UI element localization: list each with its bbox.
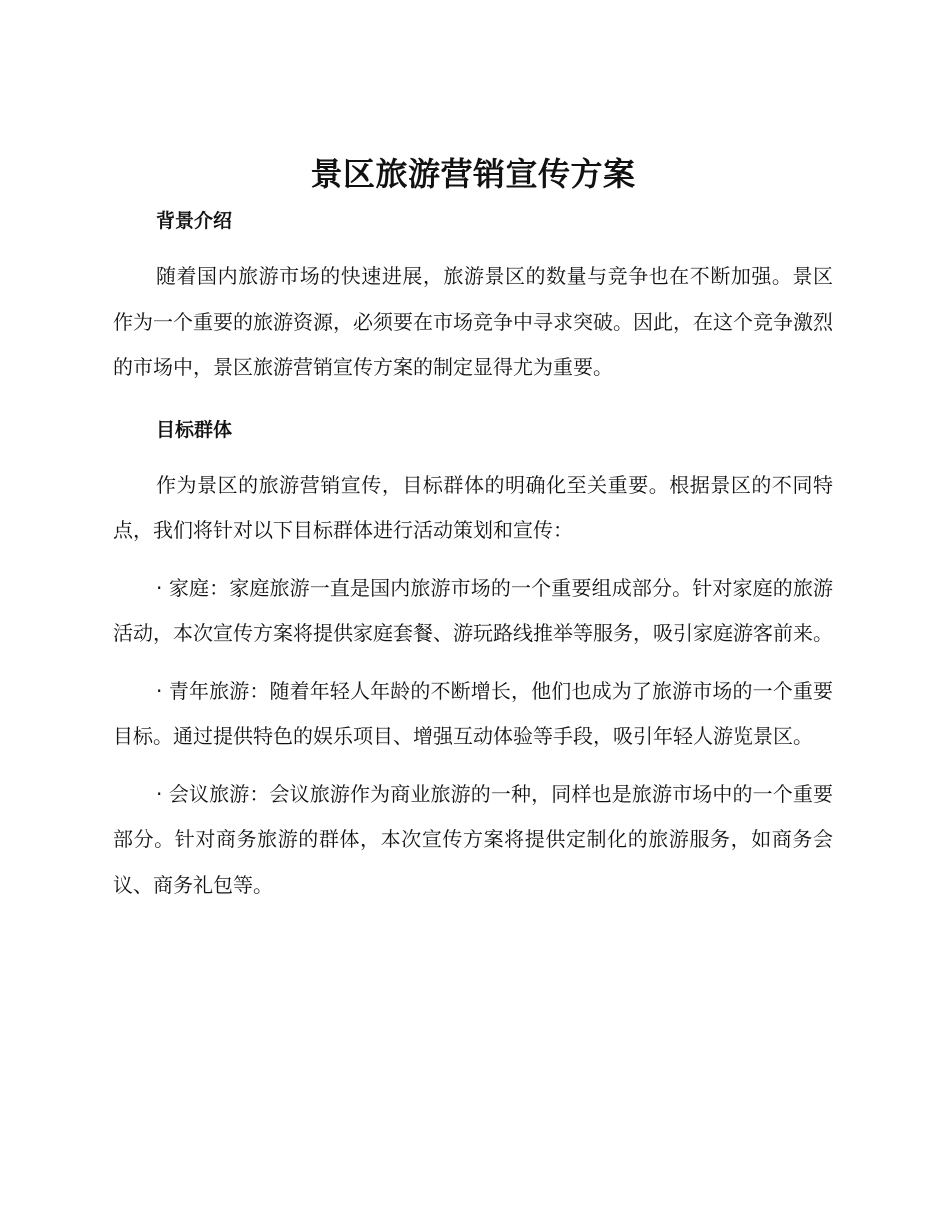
list-item-youth: · 青年旅游：随着年轻人年龄的不断增长，他们也成为了旅游市场的一个重要目标。通过提供特色的娱乐项目、增强互动体验等手段，吸引年轻人游览景区。 bbox=[113, 678, 833, 748]
document-page bbox=[113, 148, 833, 908]
paragraph-background: 随着国内旅游市场的快速进展，旅游景区的数量与竞争也在不断加强。景区作为一个重要的旅游资源，必须要在市场竞争中寻求突破。因此，在这个竞争激烈的市场中，景区旅游营销宣传方案的制定显得尤为重要。 bbox=[113, 264, 833, 379]
list-item-conference: · 会议旅游：会议旅游作为商业旅游的一种，同样也是旅游市场中的一个重要部分。针对商务旅游的群体，本次宣传方案将提供定制化的旅游服务，如商务会议、商务礼包等。 bbox=[113, 781, 833, 897]
list-item-family: · 家庭：家庭旅游一直是国内旅游市场的一个重要组成部分。针对家庭的旅游活动，本次宣传方案将提供家庭套餐、游玩路线推举等服务，吸引家庭游客前来。 bbox=[113, 575, 833, 645]
paragraph-target-intro: 作为景区的旅游营销宣传，目标群体的明确化至关重要。根据景区的不同特点，我们将针对以下目标群体进行活动策划和宣传： bbox=[113, 472, 833, 542]
page-title: 景区旅游营销宣传方案 bbox=[310, 155, 636, 193]
section-heading-background: 背景介绍 bbox=[156, 210, 233, 232]
section-heading-target-group: 目标群体 bbox=[156, 418, 233, 441]
